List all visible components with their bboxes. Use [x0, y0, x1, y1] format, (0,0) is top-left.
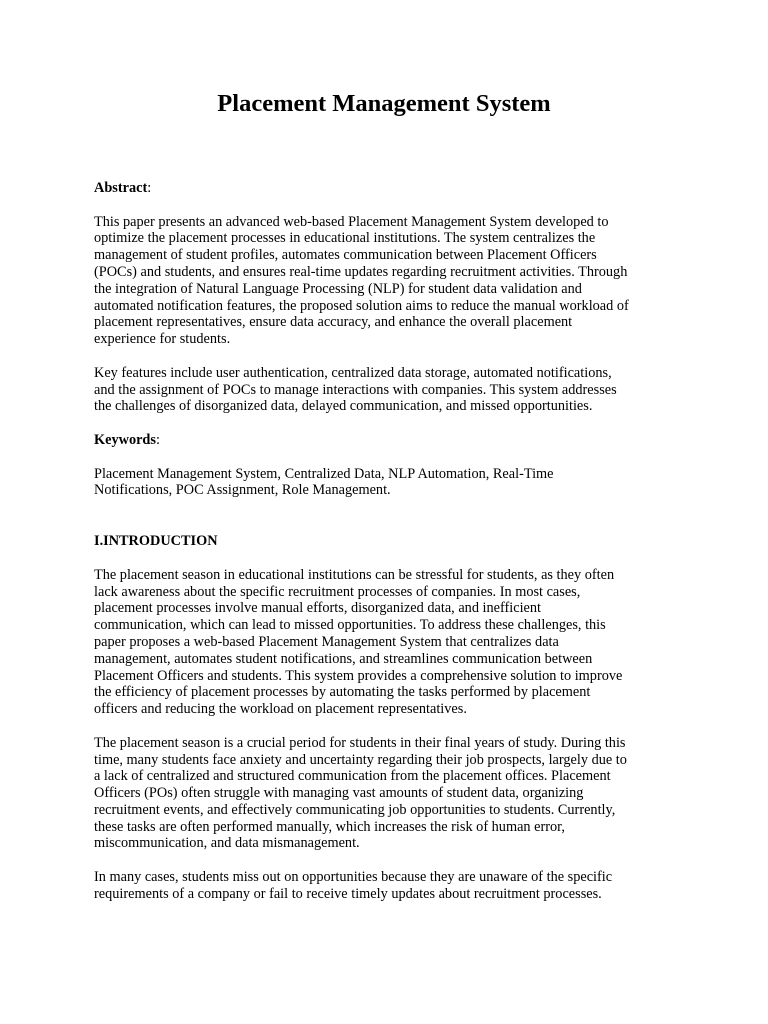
text-line: recruitment events, and effectively communicating job opportunities to students. Currently, [94, 801, 616, 818]
keywords-list [94, 466, 684, 500]
text-line: these tasks are often performed manually, which increases the risk of human error, [94, 818, 565, 835]
text-line: Placement Management System, Centralized Data, NLP Automation, Real-Time [94, 465, 554, 482]
abstract-label-text: Abstract [94, 180, 148, 196]
text-line: management of student profiles, automates communication between Placement Officers [94, 247, 597, 264]
introduction-paragraph-1 [94, 567, 684, 718]
text-line: and the assignment of POCs to manage interactions with companies. This system addresses [94, 381, 617, 398]
text-line: the integration of Natural Language Processing (NLP) for student data validation and [94, 280, 582, 297]
text-line: automated notification features, the proposed solution aims to reduce the manual workload of [94, 297, 629, 314]
text-line: miscommunication, and data mismanagement. [94, 835, 360, 852]
introduction-paragraph-2 [94, 735, 684, 853]
introduction-heading: I.INTRODUCTION [94, 533, 218, 550]
introduction-paragraph-3 [94, 869, 684, 903]
text-line: time, many students face anxiety and uncertainty regarding their job prospects, largely due to [94, 751, 627, 768]
abstract-paragraph-2 [94, 365, 684, 415]
text-line: Placement Officers and students. This system provides a comprehensive solution to improve [94, 667, 623, 684]
text-line: The placement season in educational institutions can be stressful for students, as they often [94, 566, 615, 583]
text-line: Officers (POs) often struggle with managing vast amounts of student data, organizing [94, 785, 584, 802]
abstract-label-colon: : [147, 180, 152, 196]
text-line: communication, which can lead to missed opportunities. To address these challenges, this [94, 617, 606, 634]
paper-title: Placement Management System [217, 90, 551, 117]
text-line: officers and reducing the workload on placement representatives. [94, 701, 467, 718]
text-line: (POCs) and students, and ensures real-time updates regarding recruitment activities. Through [94, 263, 628, 280]
text-line: requirements of a company or fail to receive timely updates about recruitment processes. [94, 885, 602, 902]
text-line: management, automates student notifications, and streamlines communication between [94, 650, 593, 667]
text-line: This paper presents an advanced web-based Placement Management System developed to [94, 213, 609, 230]
keywords-label-colon: : [155, 431, 160, 448]
text-line: the efficiency of placement processes by automating the tasks performed by placement [94, 684, 591, 701]
text-line: a lack of centralized and structured communication from the placement offices. Placement [94, 768, 611, 785]
text-line: paper proposes a web-based Placement Management System that centralizes data [94, 633, 559, 650]
text-line: Notifications, POC Assignment, Role Management. [94, 482, 391, 499]
text-line: placement representatives, ensure data accuracy, and enhance the overall placement [94, 314, 573, 331]
text-line: experience for students. [94, 331, 231, 348]
text-line: placement processes involve manual efforts, disorganized data, and inefficient [94, 600, 542, 617]
text-line: The placement season is a crucial period for students in their final years of study. During this [94, 734, 626, 751]
text-line: optimize the placement processes in educational institutions. The system centralizes the [94, 230, 596, 247]
text-line: In many cases, students miss out on opportunities because they are unaware of the specific [94, 869, 613, 886]
abstract-paragraph-1 [94, 214, 684, 348]
keywords-label [94, 432, 684, 449]
text-line: Key features include user authentication, centralized data storage, automated notifications, [94, 364, 612, 381]
paper-body [94, 180, 684, 919]
text-line: the challenges of disorganized data, delayed communication, and missed opportunities. [94, 398, 593, 415]
abstract-label [94, 180, 684, 197]
keywords-label-text: Keywords [94, 431, 156, 448]
text-line: lack awareness about the specific recruitment processes of companies. In most cases, [94, 583, 581, 600]
